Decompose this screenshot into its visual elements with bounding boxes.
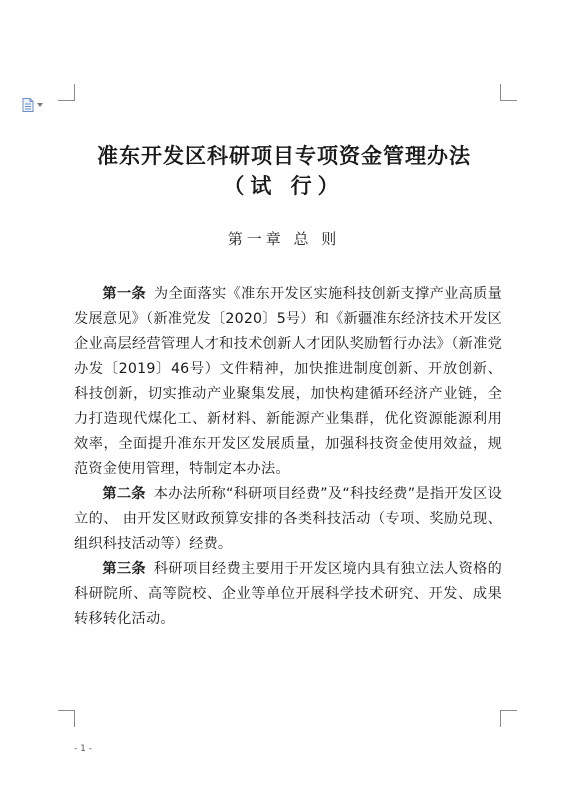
margin-corner-bottom-left <box>58 710 75 727</box>
margin-corner-bottom-right <box>500 710 517 727</box>
article-paragraph <box>74 482 502 557</box>
article-number: 第二条 <box>102 486 146 502</box>
document-subtitle: （试 行） <box>223 173 345 198</box>
article-text: 本办法所称“科研项目经费”及“科技经费”是指开发区设立的、 由开发区财政预算安排的各类科技活动（专项、奖励兑现、组织科技活动等）经费。 <box>74 486 502 552</box>
margin-corner-top-right <box>500 84 517 101</box>
article-paragraph <box>74 557 502 632</box>
margin-corner-top-left <box>58 84 75 101</box>
article-paragraph <box>74 282 502 482</box>
article-number: 第三条 <box>102 561 146 577</box>
chapter-heading: 第一章 总 则 <box>227 230 341 248</box>
page-number: - 1 - <box>74 744 92 754</box>
article-text: 为全面落实《准东开发区实施科技创新支撑产业高质量发展意见》（新准党发〔2020〕5号）和《新疆准东经济技术开发区企业高层经营管理人才和技术创新人才团队奖励暂行办法》（新准党办发〔2019〕46号）文件精神，加快推进制度创新、开放创新、科技创新，切实推动产业聚集发展，加快构建循环经济产业链，全力打造现代煤化工、新材料、新能源产业集群，优化资源能源利用效率，全面提升准东开发区发展质量，加强科技资金使用效益，规范资金使用管理，特制定本办法。 <box>74 286 502 477</box>
document-title: 准东开发区科研项目专项资金管理办法 <box>97 143 471 168</box>
article-number: 第一条 <box>102 286 146 302</box>
paragraph-marker[interactable] <box>22 98 43 112</box>
document-body <box>74 282 502 632</box>
document-icon[interactable] <box>22 98 34 112</box>
article-text: 科研项目经费主要用于开发区境内具有独立法人资格的科研院所、高等院校、企业等单位开展科学技术研究、开发、成果转移转化活动。 <box>74 561 502 627</box>
caret-down-icon[interactable] <box>37 103 43 107</box>
